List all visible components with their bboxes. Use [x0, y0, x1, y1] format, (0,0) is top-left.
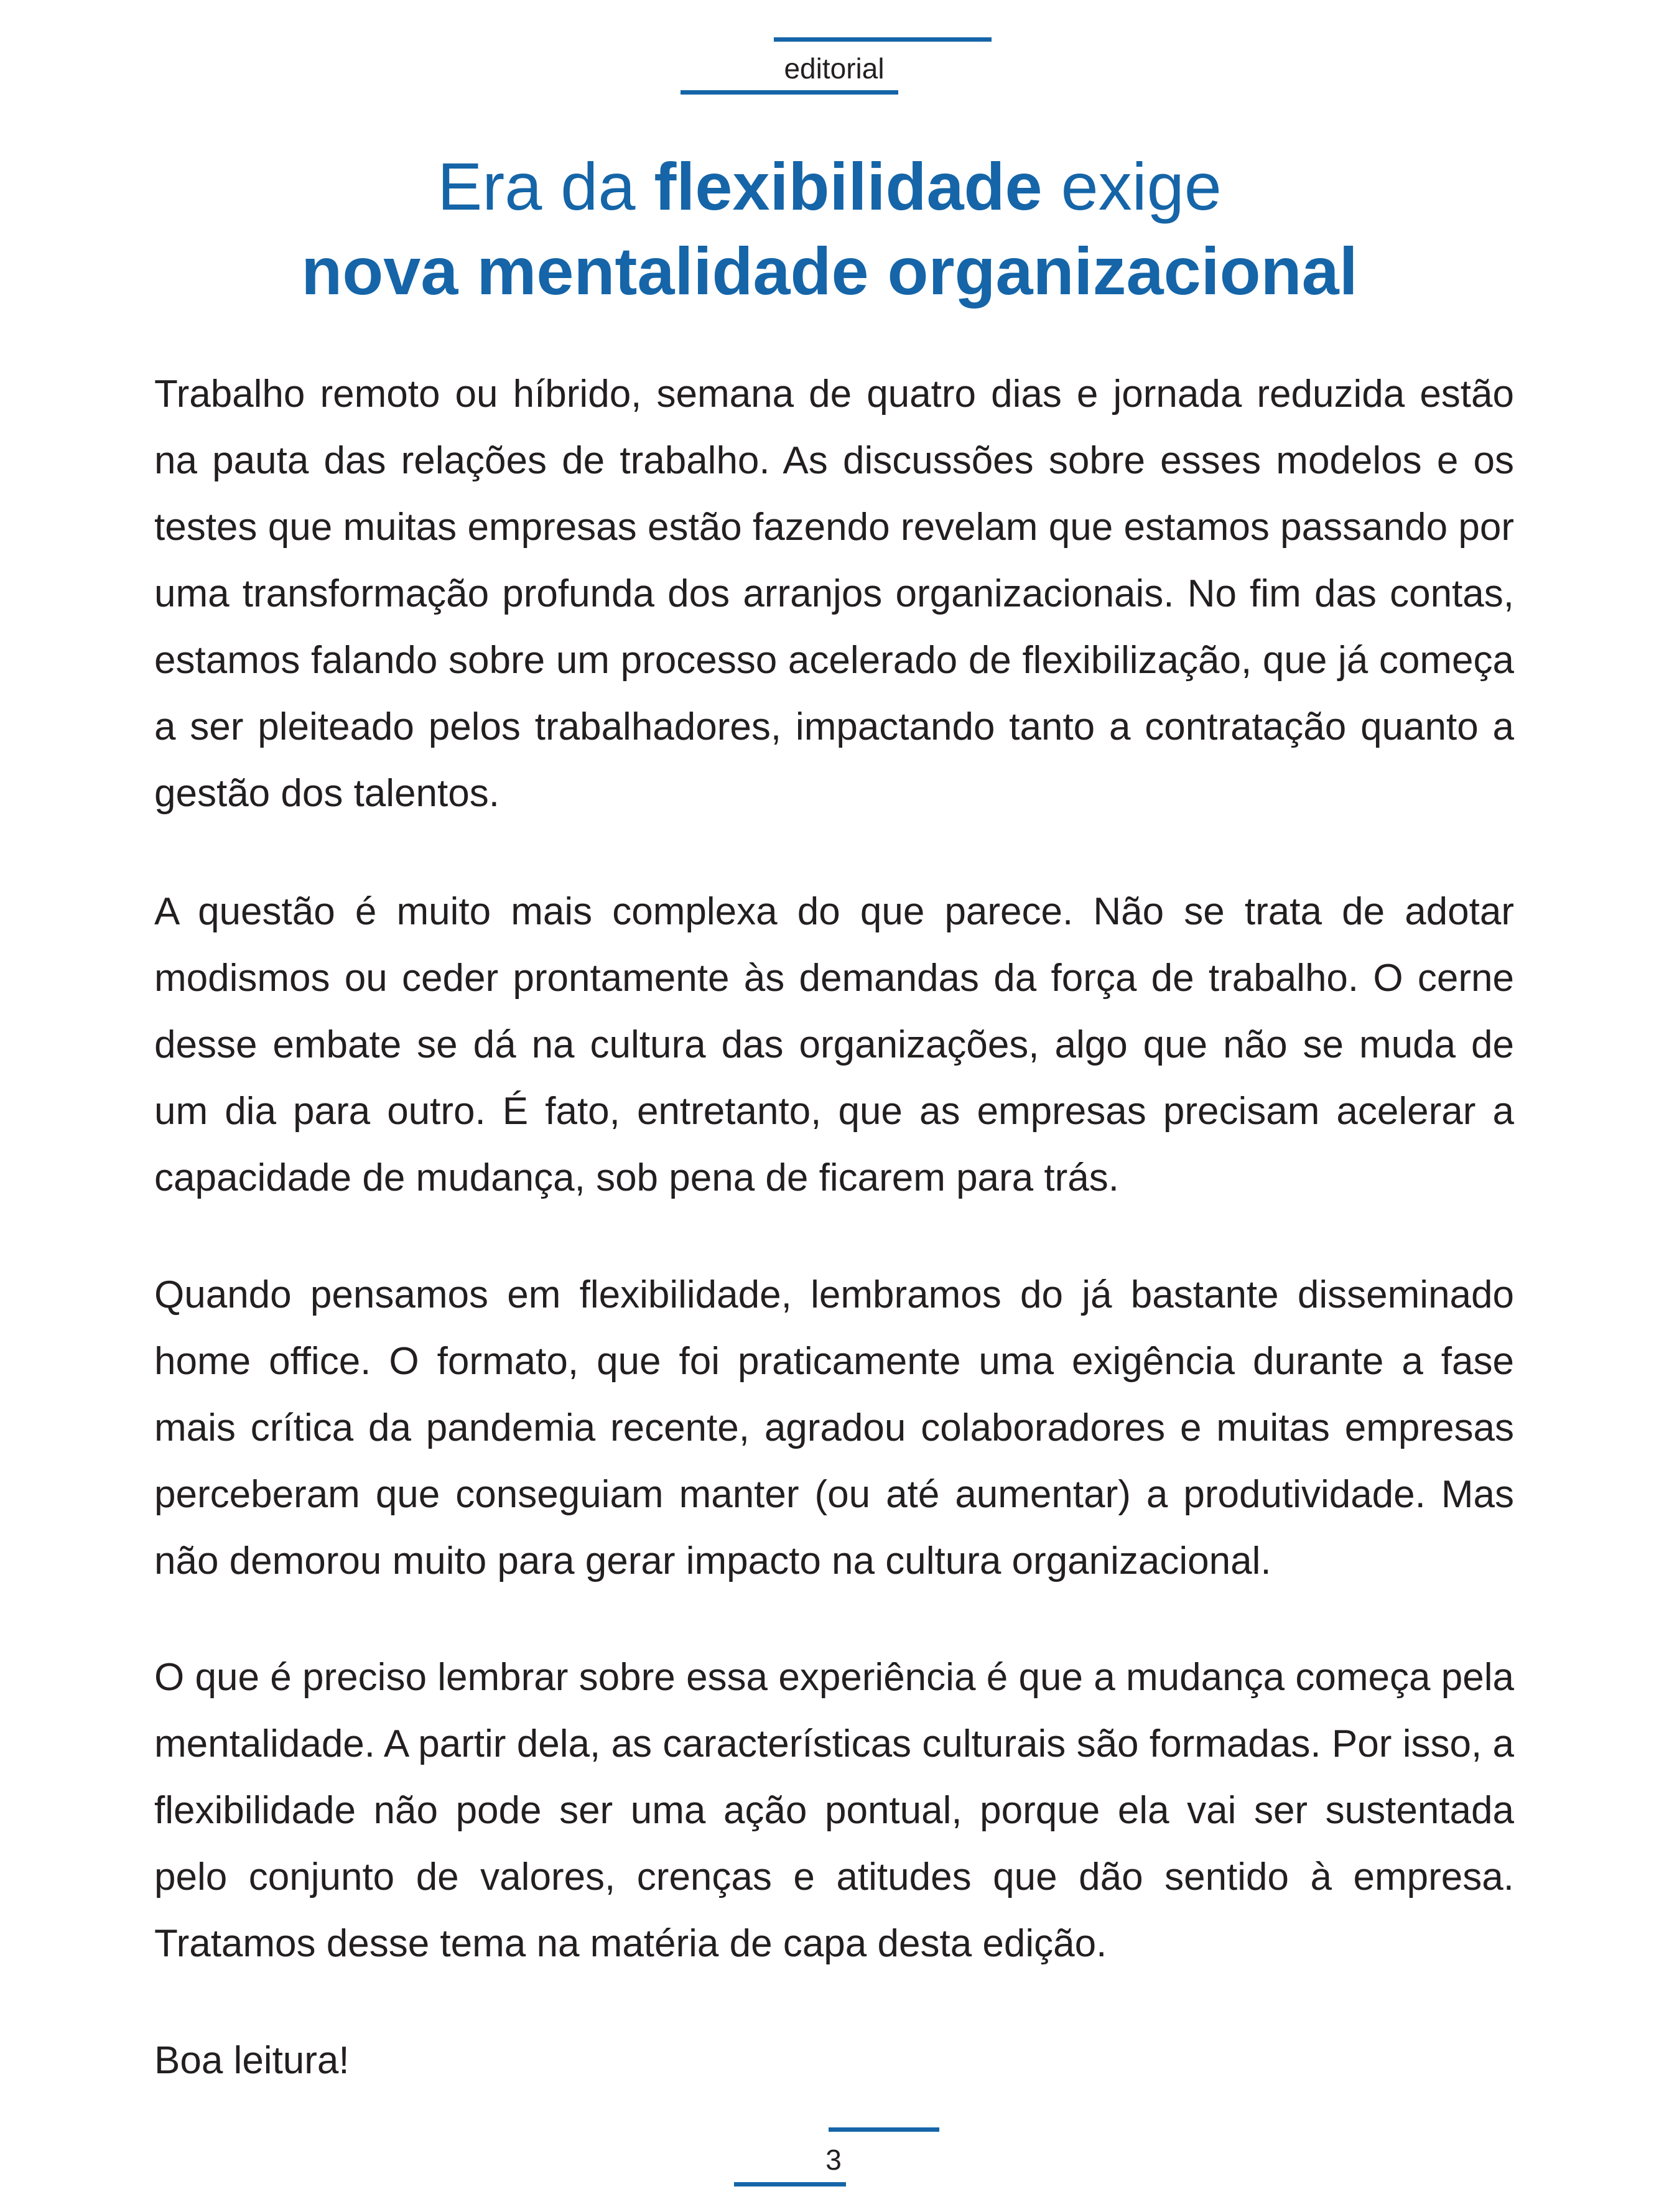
body-paragraph-2: A questão é muito mais complexa do que parece. Não se trata de adotar modismos ou ceder prontamente às demandas da força de trabalho. O cerne desse embate se dá na cultura das organizações, algo que não se muda de um dia para outro. É fato, entretanto, que as empresas precisam acelerar a capacidade de mudança, sob pena de ficarem para trás. — [154, 890, 1514, 1199]
header-rule-top — [774, 37, 992, 42]
body-paragraph-3: Quando pensamos em flexibilidade, lembramos do já bastante disseminado home office. O formato, que foi praticamente uma exigência durante a fase mais crítica da pandemia recente, agradou colaboradores e muitas empresas perceberam que conseguiam manter (ou até aumentar) a produtividade. Mas não demorou muito para gerar impacto na cultura organizacional. — [154, 1273, 1514, 1582]
footer-rule-top — [829, 2127, 939, 2132]
body-paragraph-1: Trabalho remoto ou híbrido, semana de quatro dias e jornada reduzida estão na pauta das relações de trabalho. As discussões sobre esses modelos e os testes que muitas empresas estão fazendo revelam que estamos passando por uma transformação profunda dos arranjos organizacionais. No fim das contas, estamos falando sobre um processo acelerado de flexibilização, que já começa a ser pleiteado pelos trabalhadores, impactando tanto a contratação quanto a gestão dos talentos. — [154, 373, 1514, 815]
page-title — [124, 144, 1535, 314]
footer-rule-bottom — [734, 2182, 846, 2186]
title-emphasis: flexibilidade — [654, 149, 1043, 224]
title-text: exige — [1042, 149, 1222, 224]
title-line-1 — [437, 149, 1222, 224]
title-text: Era da — [437, 149, 654, 224]
closing-line: Boa leitura! — [154, 2039, 350, 2082]
page-number: 3 — [825, 2144, 842, 2176]
header-rule-bottom — [681, 90, 898, 95]
body-paragraph-4: O que é preciso lembrar sobre essa experiência é que a mudança começa pela mentalidade. A partir dela, as características culturais são formadas. Por isso, a flexibilidade não pode ser uma ação pontual, porque ela vai ser sustentada pelo conjunto de valores, crenças e atitudes que dão sentido à empresa. Tratamos desse tema na matéria de capa desta edição. — [154, 1656, 1514, 1965]
title-line-2: nova mentalidade organizacional — [301, 233, 1358, 309]
section-label: editorial — [784, 52, 885, 85]
